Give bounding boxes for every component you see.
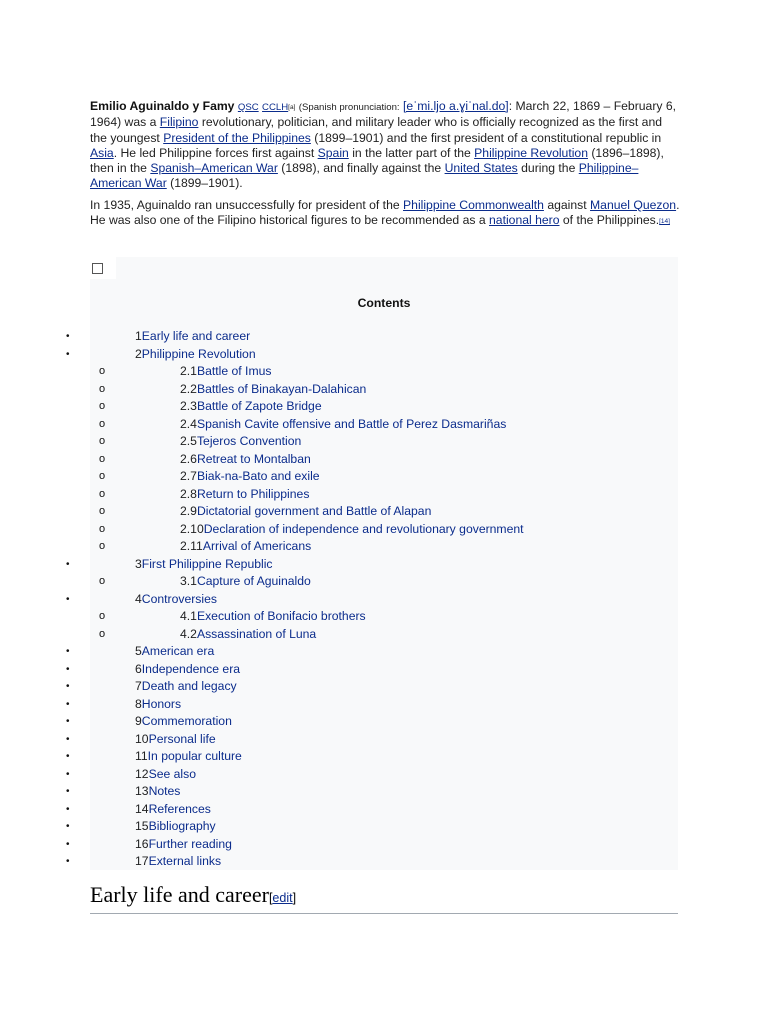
toc-label: Honors <box>141 696 182 711</box>
toc-label: Commemoration <box>141 714 232 728</box>
toc-label: Battle of Imus <box>196 364 272 378</box>
toc-number: 2.9 <box>180 504 197 518</box>
bullet-disc-icon: • <box>66 558 70 570</box>
link-asia[interactable]: Asia <box>90 145 114 160</box>
toc-label: Independence era <box>141 661 241 676</box>
bullet-circle-icon: o <box>99 382 106 395</box>
toc-number: 10 <box>135 731 149 746</box>
toc-label: Assassination of Luna <box>196 626 317 641</box>
toc-number: 8 <box>135 696 142 711</box>
bullet-circle-icon: o <box>99 417 106 430</box>
toc-link[interactable] <box>180 503 431 520</box>
toc-label: Personal life <box>148 731 216 746</box>
toc-link[interactable] <box>135 346 256 363</box>
toc-label: Further reading <box>148 836 232 851</box>
toc-number: 6 <box>135 661 142 676</box>
bullet-circle-icon: o <box>99 365 106 377</box>
toc-number: 17 <box>135 854 149 868</box>
toc-link[interactable] <box>135 836 232 853</box>
bullet-disc-icon: • <box>66 856 70 867</box>
toc-number: 3.1 <box>180 574 197 588</box>
toc-link[interactable] <box>135 853 221 870</box>
intro-paragraph-2 <box>90 198 680 229</box>
toc-link[interactable] <box>135 661 240 678</box>
bullet-circle-icon: o <box>99 575 106 587</box>
toc-label: Biak-na-Bato and exile <box>196 469 320 483</box>
toc-number: 14 <box>135 801 149 816</box>
edit-bracket-open: [ <box>268 891 273 905</box>
toc-label: First Philippine Republic <box>141 556 273 571</box>
toc-label: Battle of Zapote Bridge <box>196 399 322 413</box>
link-philippine-american-war[interactable]: Philippine–American War <box>90 161 639 191</box>
toc-title: Contents <box>357 296 411 310</box>
toc-label: Bibliography <box>148 819 216 833</box>
bullet-circle-icon: o <box>99 435 106 447</box>
citation-ref-14[interactable]: [14] <box>659 218 670 226</box>
intro-text-2a: In 1935, Aguinaldo ran unsuccessfully for president of the <box>90 197 400 212</box>
toc-number: 11 <box>135 749 148 763</box>
edit-section-link[interactable]: edit <box>272 891 293 905</box>
toc-link[interactable] <box>180 486 309 503</box>
toc-link[interactable] <box>135 643 214 660</box>
edit-section-link-wrapper <box>269 891 296 905</box>
link-manuel-quezon[interactable]: Manuel Quezon <box>590 197 677 212</box>
toc-toggle-checkbox-icon[interactable] <box>92 263 103 274</box>
toc-label: Death and legacy <box>141 679 237 693</box>
edit-bracket-close: ] <box>292 891 297 905</box>
toc-label: Capture of Aguinaldo <box>196 574 311 588</box>
toc-label: Dictatorial government and Battle of Alapan <box>196 504 432 518</box>
toc-label: American era <box>141 644 215 658</box>
bullet-circle-icon: o <box>99 522 106 535</box>
bullet-disc-icon: • <box>66 681 70 692</box>
toc-number: 15 <box>135 819 149 833</box>
bullet-circle-icon: o <box>99 610 106 622</box>
toc-link[interactable] <box>180 433 301 450</box>
toc-label: Retreat to Montalban <box>196 451 311 466</box>
link-spanish-american-war[interactable]: Spanish–American War <box>150 161 278 176</box>
bullet-disc-icon: • <box>66 838 70 850</box>
pronunciation-label: (Spanish pronunciation: <box>298 102 400 113</box>
toc-label: Early life and career <box>141 329 251 343</box>
toc-label: References <box>148 801 211 816</box>
toc-link[interactable] <box>180 451 311 468</box>
toc-label: External links <box>148 854 222 868</box>
toc-label: Notes <box>148 784 181 798</box>
toc-number: 2.11 <box>180 539 203 553</box>
toc-link[interactable] <box>135 328 250 345</box>
toc-label: Spanish Cavite offensive and Battle of Perez Dasmariñas <box>196 416 507 431</box>
toc-link[interactable] <box>135 591 217 608</box>
toc-link[interactable] <box>135 801 211 818</box>
intro-text-2d: of the Philippines. <box>562 213 660 228</box>
toc-label: Execution of Bonifacio brothers <box>196 609 366 623</box>
toc-link[interactable] <box>180 521 524 538</box>
toc-number: 4 <box>135 591 142 606</box>
bullet-disc-icon: • <box>66 646 70 657</box>
toc-link[interactable] <box>180 363 271 380</box>
toc-number: 2.8 <box>180 486 197 501</box>
intro-text-1b: revolutionary, politician, and military leader who is officially recognized as the first and the youngest <box>90 115 663 145</box>
bullet-disc-icon: • <box>66 803 70 815</box>
bullet-disc-icon: • <box>66 733 70 745</box>
bullet-circle-icon: o <box>99 487 106 500</box>
toc-number: 12 <box>135 766 149 781</box>
bullet-circle-icon: o <box>99 627 106 640</box>
audio-link-qsc[interactable]: QSC <box>237 102 259 113</box>
toc-link[interactable] <box>180 538 311 555</box>
bullet-disc-icon: • <box>66 716 70 727</box>
toc-link[interactable] <box>135 731 216 748</box>
toc-link[interactable] <box>135 696 181 713</box>
toc-number: 2.2 <box>180 381 197 396</box>
link-philippine-commonwealth[interactable]: Philippine Commonwealth <box>403 197 544 212</box>
toc-number: 9 <box>135 714 142 728</box>
bullet-circle-icon: o <box>99 470 106 482</box>
toc-number: 2.6 <box>180 451 197 466</box>
intro-text-1d: . He led Philippine forces first against <box>113 145 315 160</box>
toc-link[interactable] <box>135 766 196 783</box>
toc-label: Controversies <box>141 591 217 606</box>
section-heading-text: Early life and career <box>90 882 269 907</box>
intro-text-2c: . He was also one of the Filipino historical figures to be recommended as a <box>90 197 680 228</box>
toc-label: Return to Philippines <box>196 486 310 501</box>
link-philippine-revolution[interactable]: Philippine Revolution <box>474 145 588 160</box>
toc-number: 4.2 <box>180 626 197 641</box>
toc-label: Philippine Revolution <box>141 346 256 361</box>
toc-link[interactable] <box>180 608 366 625</box>
toc-label: Battles of Binakayan-Dalahican <box>196 381 367 396</box>
bullet-disc-icon: • <box>66 821 70 832</box>
toc-number: 2.3 <box>180 399 197 413</box>
audio-note-ref[interactable]: [a] <box>288 104 296 111</box>
toc-number: 7 <box>135 679 142 693</box>
toc-number: 16 <box>135 836 149 851</box>
bullet-circle-icon: o <box>99 540 106 552</box>
toc-number: 2.4 <box>180 416 197 431</box>
bullet-disc-icon: • <box>66 331 70 342</box>
toc-number: 5 <box>135 644 142 658</box>
toc-number: 13 <box>135 784 149 798</box>
toc-link[interactable] <box>135 678 237 695</box>
article-intro <box>90 99 680 234</box>
toc-label: Declaration of independence and revolutionary government <box>203 521 524 536</box>
intro-text-2b: against <box>547 197 587 212</box>
bullet-disc-icon: • <box>66 593 70 605</box>
bullet-circle-icon: o <box>99 505 106 517</box>
toc-link[interactable] <box>135 818 216 835</box>
toc-link[interactable] <box>135 713 232 730</box>
intro-text-1e: in the latter part of the <box>352 145 471 160</box>
toc-link[interactable] <box>135 748 242 765</box>
toc-link[interactable] <box>180 573 311 590</box>
toc-label: See also <box>148 766 196 781</box>
toc-number: 3 <box>135 556 142 571</box>
toc-label: Arrival of Americans <box>202 539 312 553</box>
intro-text-1h: during the <box>521 161 576 176</box>
bullet-disc-icon: • <box>66 348 70 360</box>
toc-label: Tejeros Convention <box>196 434 302 448</box>
toc-link[interactable] <box>180 398 322 415</box>
toc-link[interactable] <box>135 556 273 573</box>
toc-number: 2.5 <box>180 434 197 448</box>
intro-text-1a: : March 22, 1869 – February 6, 1964) was a <box>90 99 677 130</box>
toc-number: 2.1 <box>180 364 197 378</box>
toc-number: 2.10 <box>180 521 204 536</box>
intro-text-1f: (1896–1898), then in the <box>90 145 664 176</box>
toc-number: 1 <box>135 329 142 343</box>
audio-link-cclh[interactable]: CCLH <box>262 102 289 113</box>
bullet-disc-icon: • <box>66 751 70 762</box>
bullet-circle-icon: o <box>99 452 106 465</box>
toc-number: 2.7 <box>180 469 197 483</box>
intro-text-1c: (1899–1901) and the first president of a constitutional republic in <box>314 130 662 145</box>
bullet-disc-icon: • <box>66 786 70 797</box>
toc-link[interactable] <box>180 381 366 398</box>
toc-link[interactable] <box>180 468 320 485</box>
toc-number: 2 <box>135 346 142 361</box>
intro-paragraph-1 <box>90 99 680 192</box>
link-spain[interactable]: Spain <box>317 145 349 160</box>
link-national-hero[interactable]: national hero <box>489 213 560 228</box>
intro-text-1g: (1898), and finally against the <box>281 161 442 176</box>
toc-link[interactable] <box>135 783 180 800</box>
bullet-disc-icon: • <box>66 698 70 710</box>
bullet-disc-icon: • <box>66 663 70 675</box>
bullet-disc-icon: • <box>66 768 70 780</box>
bullet-circle-icon: o <box>99 400 106 412</box>
section-heading-early-life <box>90 882 678 914</box>
subject-name: Emilio Aguinaldo y Famy <box>90 99 235 113</box>
intro-text-1i: (1899–1901). <box>170 176 243 191</box>
link-united-states[interactable]: United States <box>444 161 518 176</box>
toc-link[interactable] <box>180 626 316 643</box>
link-filipino[interactable]: Filipino <box>159 115 199 130</box>
ipa-link[interactable]: [eˈmi.ljo a.ɣiˈnal.do] <box>403 99 509 113</box>
toc-toggle[interactable] <box>90 257 116 279</box>
link-president-of-the-philippines[interactable]: President of the Philippines <box>163 130 311 145</box>
toc-number: 4.1 <box>180 609 197 623</box>
toc-label: In popular culture <box>147 749 242 763</box>
toc-link[interactable] <box>180 416 506 433</box>
